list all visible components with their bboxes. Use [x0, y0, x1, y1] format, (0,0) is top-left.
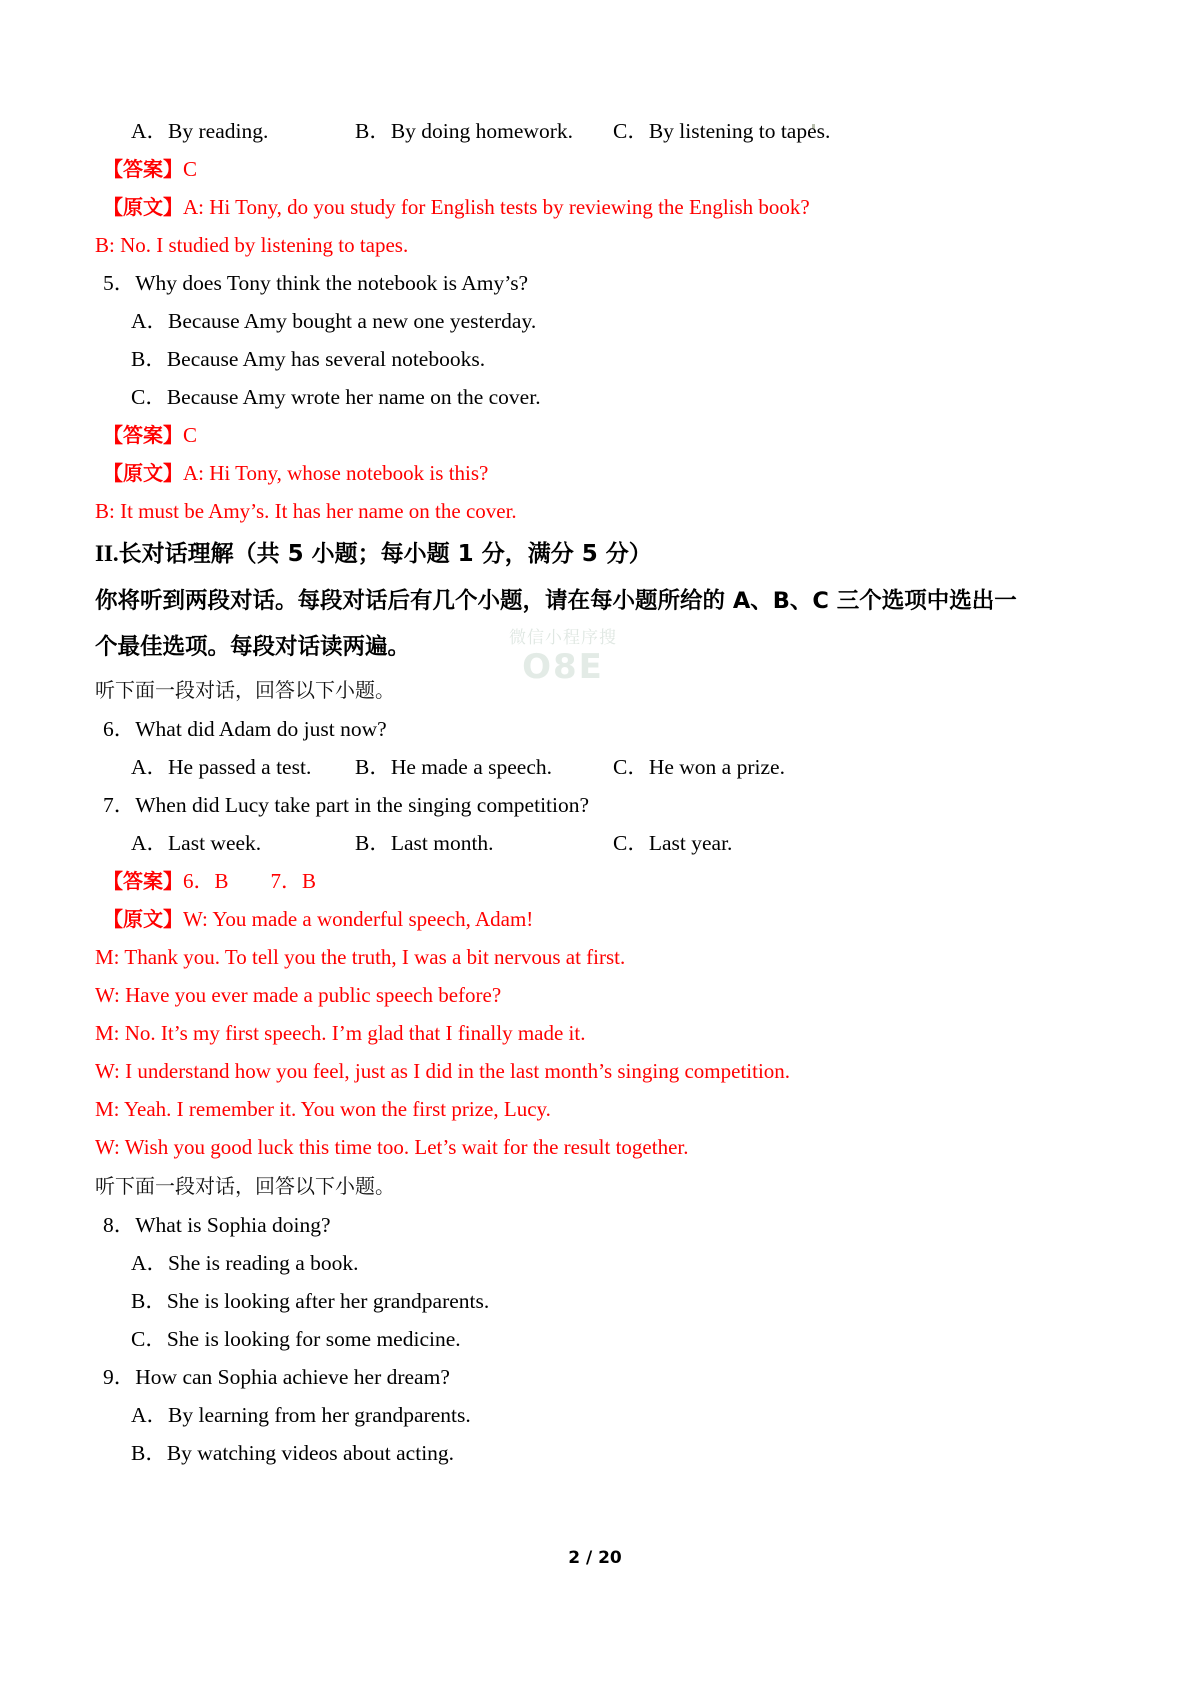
- q8-option-b-text: She is looking after her grandparents.: [166, 1289, 490, 1313]
- q8-option-c-text: She is looking for some medicine.: [166, 1327, 461, 1351]
- dialogue-1-answer-line: [95, 862, 1095, 900]
- dialogue-1-script-line-3: W: Have you ever made a public speech before?: [95, 983, 502, 1007]
- q8-option-b: [95, 1282, 1095, 1320]
- q7-option-a: A．Last week.: [131, 831, 262, 855]
- answer-tag: 【答案】: [103, 423, 183, 447]
- q5-option-a: [95, 302, 1095, 340]
- dialogue-1-script-line-7: W: Wish you good luck this time too. Let’s wait for the result together.: [95, 1135, 689, 1159]
- q5-answer-line: [95, 416, 1095, 454]
- q9-option-a-text: By learning from her grandparents.: [168, 1403, 471, 1427]
- dialogue-2-lead-in: 听下面一段对话，回答以下小题。: [95, 1174, 395, 1198]
- q8-option-a-text: She is reading a book.: [168, 1251, 359, 1275]
- watermark-logo: O8E: [522, 647, 604, 687]
- q7-options-row: [95, 824, 1095, 862]
- q5-stem: Why does Tony think the notebook is Amy’s?: [135, 271, 529, 295]
- q9-option-a-label: A．: [131, 1403, 169, 1427]
- script-tag: 【原文】: [103, 195, 183, 219]
- q8-stem: What is Sophia doing?: [135, 1213, 331, 1237]
- q6-option-a: A．He passed a test.: [131, 755, 312, 779]
- q6-option-c: C．He won a prize.: [613, 755, 785, 779]
- q7-stem-line: [95, 786, 1095, 824]
- q7-stem: When did Lucy take part in the singing competition?: [135, 793, 590, 817]
- q5-answer-value: C: [183, 423, 198, 447]
- q4-options-row: [95, 112, 1095, 150]
- q9-option-b-text: By watching videos about acting.: [166, 1441, 455, 1465]
- q5-option-c-label: C．: [131, 385, 167, 409]
- q5-option-c: [95, 378, 1095, 416]
- q4-script-text-1: A: Hi Tony, do you study for English tests by reviewing the English book?: [183, 195, 810, 219]
- q6-stem: What did Adam do just now?: [135, 717, 387, 741]
- dialogue-1-script-line-1: [95, 900, 1095, 938]
- dialogue-1-script-text-1: W: You made a wonderful speech, Adam!: [183, 907, 534, 931]
- q4-option-b: B．By doing homework.: [355, 119, 573, 143]
- answer-tag: 【答案】: [103, 869, 183, 893]
- q4-script-line-1: [95, 188, 1095, 226]
- dialogue-1-script-line-2: M: Thank you. To tell you the truth, I was a bit nervous at first.: [95, 945, 626, 969]
- q5-option-b-text: Because Amy has several notebooks.: [166, 347, 486, 371]
- q8-number: 8．: [103, 1213, 136, 1237]
- q5-script-line-1: [95, 454, 1095, 492]
- watermark-text: 微信小程序搜: [509, 628, 617, 648]
- script-tag: 【原文】: [103, 907, 183, 931]
- q4-script-line-2: B: No. I studied by listening to tapes.: [95, 233, 409, 257]
- q9-option-a: [95, 1396, 1095, 1434]
- q8-option-a: [95, 1244, 1095, 1282]
- q5-script-text-1: A: Hi Tony, whose notebook is this?: [183, 461, 489, 485]
- q4-option-c: C．By listening to tapes.: [613, 119, 831, 143]
- q8-stem-line: [95, 1206, 1095, 1244]
- q9-stem-line: [95, 1358, 1095, 1396]
- q4-answer-line: [95, 150, 1095, 188]
- script-tag: 【原文】: [103, 461, 183, 485]
- q4-option-a: A．By reading.: [131, 119, 269, 143]
- q5-stem-line: [95, 264, 1095, 302]
- section-2-instruction-line-2: 个最佳选项。每段对话读两遍。: [95, 634, 411, 660]
- q8-option-c: [95, 1320, 1095, 1358]
- page-footer: 2 / 20: [568, 1548, 622, 1568]
- q5-option-b: [95, 340, 1095, 378]
- q4-answer-value: C: [183, 157, 198, 181]
- dialogue-1-script-line-5: W: I understand how you feel, just as I did in the last month’s singing competition.: [95, 1059, 791, 1083]
- q9-option-b-label: B．: [131, 1441, 167, 1465]
- q6-option-b: B．He made a speech.: [355, 755, 553, 779]
- section-2-instruction-line-1: 你将听到两段对话。每段对话后有几个小题，请在每小题所给的 A、B、C 三个选项中选出一: [95, 588, 1017, 614]
- section-2-heading: [95, 530, 1095, 578]
- section-2-title: 长对话理解（共 5 小题；每小题 1 分，满分 5 分）: [118, 541, 652, 567]
- q8-option-c-label: C．: [131, 1327, 167, 1351]
- dialogue-1-lead-in: 听下面一段对话，回答以下小题。: [95, 678, 395, 702]
- q9-number: 9．: [103, 1365, 136, 1389]
- q5-option-b-label: B．: [131, 347, 167, 371]
- q5-option-a-text: Because Amy bought a new one yesterday.: [168, 309, 537, 333]
- q5-option-c-text: Because Amy wrote her name on the cover.: [166, 385, 541, 409]
- q8-option-a-label: A．: [131, 1251, 169, 1275]
- q5-number: 5．: [103, 271, 136, 295]
- q5-option-a-label: A．: [131, 309, 169, 333]
- q6-number: 6．: [103, 717, 136, 741]
- q7-option-c: C．Last year.: [613, 831, 733, 855]
- q9-stem: How can Sophia achieve her dream?: [135, 1365, 450, 1389]
- answer-tag: 【答案】: [103, 157, 183, 181]
- section-2-roman: II.: [95, 541, 119, 566]
- dialogue-1-script-line-6: M: Yeah. I remember it. You won the first prize, Lucy.: [95, 1097, 551, 1121]
- q6-options-row: [95, 748, 1095, 786]
- q9-option-b: [95, 1434, 1095, 1472]
- q7-option-b: B．Last month.: [355, 831, 494, 855]
- dialogue-1-answer-value: 6．B 7．B: [183, 869, 317, 893]
- q8-option-b-label: B．: [131, 1289, 167, 1313]
- q7-number: 7．: [103, 793, 136, 817]
- q5-script-line-2: B: It must be Amy’s. It has her name on the cover.: [95, 499, 517, 523]
- document-content: [95, 112, 1095, 1472]
- dialogue-1-script-line-4: M: No. It’s my first speech. I’m glad that I finally made it.: [95, 1021, 586, 1045]
- q6-stem-line: [95, 710, 1095, 748]
